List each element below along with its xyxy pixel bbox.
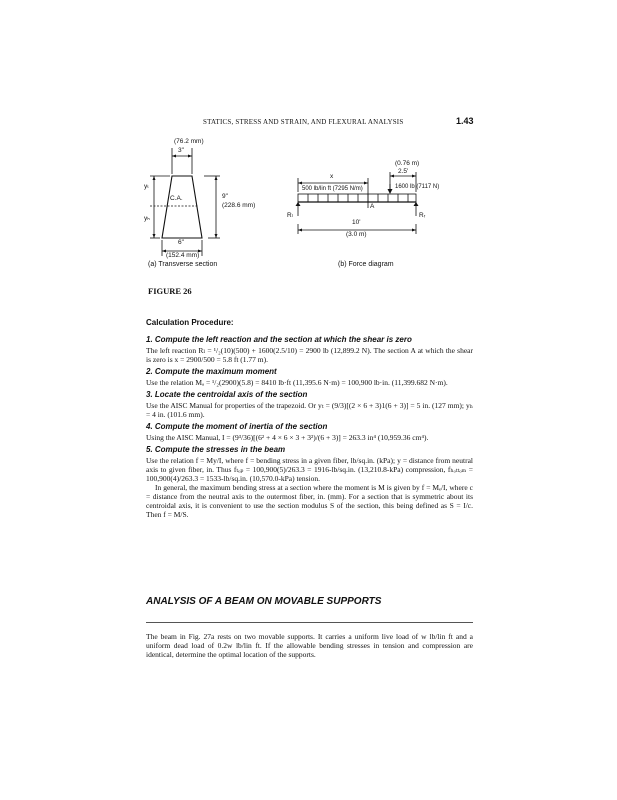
step-4-text: Using the AISC Manual, I = (9³/36)[(6² + 4 × 6 × 3 + 3²)/(6 + 3)] = 263.3 in⁴ (10,959.36 cm⁴). <box>146 432 429 442</box>
section-title: ANALYSIS OF A BEAM ON MOVABLE SUPPORTS <box>146 596 382 607</box>
figure-label: FIGURE 26 <box>148 286 192 296</box>
right-dimension-ft: 2.5' <box>398 168 409 175</box>
y-top-label: yₜ <box>144 183 150 190</box>
figure-26 <box>140 134 480 294</box>
x-dimension-label: x <box>330 173 334 180</box>
point-load-label: 1600 lb (7117 N) <box>395 184 440 190</box>
page-number: 1.43 <box>456 116 474 126</box>
right-reaction-label: Rᵣ <box>419 212 426 219</box>
step-2-heading: 2. Compute the maximum moment <box>146 366 277 376</box>
section-rule <box>146 622 473 623</box>
calculation-procedure <box>146 318 473 520</box>
caption-force-diagram: (b) Force diagram <box>338 261 394 268</box>
caption-transverse-section: (a) Transverse section <box>148 261 218 268</box>
step-5-text: Use the relation f = My/I, where f = bending stress in a given fiber, lb/sq.in. (kPa); y = distance from neutral axis to given fiber, in. Thus fₜₒₚ = 100,900(5)/263.3 = 1916-lb/sq.in. (13,210.8-kPa) compression, fₕₒₜₜₒₘ = 100,900(4)/263.3 = 1533-lb/sq.in. (10,570.0-kPa) tension. <box>146 455 473 483</box>
point-a-label: A <box>370 203 375 210</box>
centroidal-axis-label: C.A. <box>170 195 183 202</box>
step-1-text: The left reaction Rₗ = ¹/₂(10)(500) + 1600(2.5/10) = 2900 lb (12,899.2 N). The section A at which the shear is zero is x = 2900/500 = 5.8 ft (1.77 m). <box>146 345 473 364</box>
y-bottom-label: yₕ <box>144 215 150 222</box>
height-in: 9" <box>222 193 228 200</box>
right-dimension-m: (0.76 m) <box>395 160 420 167</box>
step-1-heading: 1. Compute the left reaction and the section at which the shear is zero <box>146 334 412 344</box>
running-head: STATICS, STRESS AND STRAIN, AND FLEXURAL ANALYSIS <box>203 118 404 126</box>
bottom-dimension-mm: (152.4 mm) <box>166 252 200 259</box>
height-mm: (228.6 mm) <box>222 202 256 209</box>
top-dimension-mm: (76.2 mm) <box>174 138 204 145</box>
figure-drawing <box>140 134 480 294</box>
span-ft-label: 10' <box>352 219 361 226</box>
step-5-heading: 5. Compute the stresses in the beam <box>146 444 286 454</box>
step-4-heading: 4. Compute the moment of inertia of the section <box>146 421 328 431</box>
calculation-title: Calculation Procedure: <box>146 318 234 327</box>
section-paragraph: The beam in Fig. 27a rests on two movable supports. It carries a uniform live load of w lb/lin ft and a uniform dead load of 0.2w lb/lin ft. If the allowable bending stresses in tension and compression are identical, determine the optimal location of the supports. <box>146 632 473 660</box>
left-reaction-label: Rₗ <box>287 212 293 219</box>
top-dimension-in: 3" <box>178 147 184 154</box>
step-3-heading: 3. Locate the centroidal axis of the section <box>146 389 308 399</box>
step-3-text: Use the AISC Manual for properties of the trapezoid. Or yₜ = (9/3)[(2 × 6 + 3)1(6 + 3)] = 5 in. (127 mm); yₕ = 4 in. (101.6 mm). <box>146 400 473 419</box>
span-m-label: (3.0 m) <box>346 231 367 238</box>
trapezoid-section <box>162 176 202 238</box>
step-2-text: Use the relation Mₐ = ¹/₂(2900)(5.8) = 8410 lb·ft (11,395.6 N·m) = 100,900 lb·in. (11,399.682 N·m). <box>146 377 448 387</box>
bottom-dimension-in: 6" <box>178 239 184 246</box>
closing-paragraph: In general, the maximum bending stress at a section where the moment is M is given by f = Mₑ/I, where c = distance from the neutral axis to the outermost fiber, in. (mm). For a section that is symmetric about its centroidal axis, it is convenient to use the section modulus S of the section, this being defined as S = I/c. Then f = M/S. <box>146 483 473 520</box>
uniform-load-label: 500 lb/lin ft (7295 N/m) <box>302 186 363 192</box>
